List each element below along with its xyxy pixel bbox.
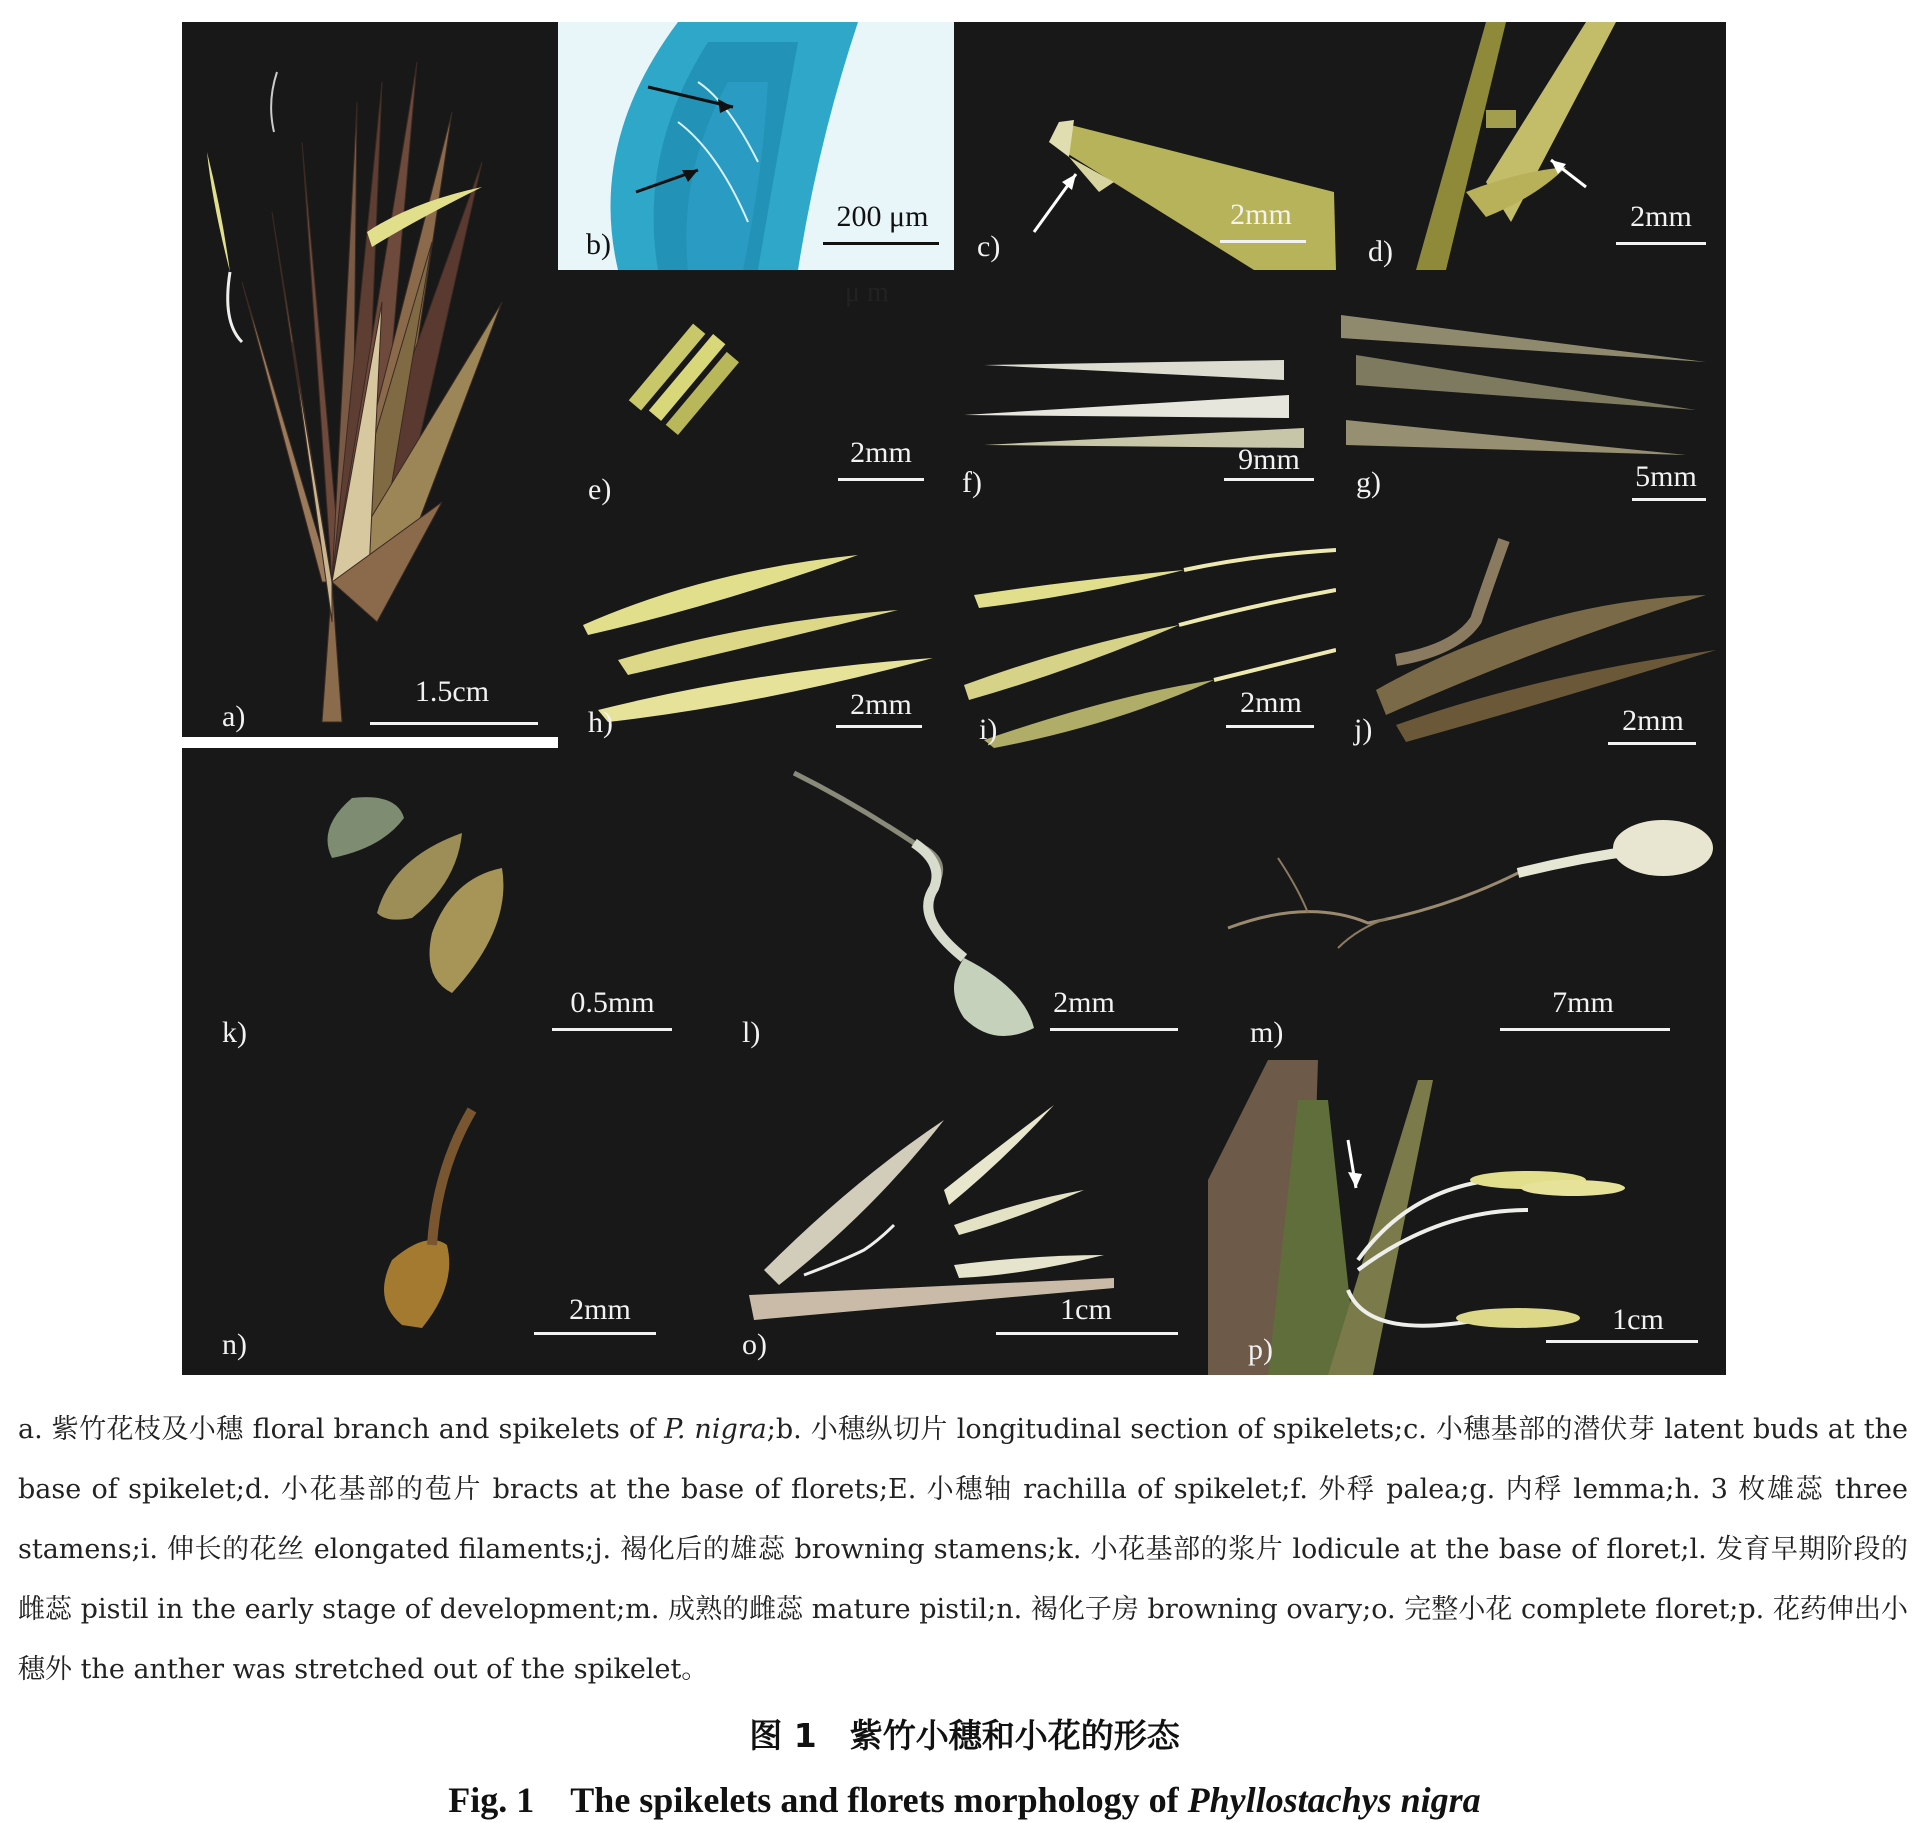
caption-text-part2: ;b. 小穗纵切片 longitudinal section of spikelets;c. 小穗基部的潜伏芽 latent buds at the base of spikelet;d. 小花基部的苞片 bracts at the base of florets;E. 小穗轴 rachilla of spikelet;f. 外稃 palea;g. 内稃 lemma;h. 3 枚雄蕊 three stamens;i. 伸长的花丝 elongated filaments;j. 褐化后的雄蕊 browning stamens;k. 小花基部的浆片 lodicule at the base of floret;l. 发育早期阶段的雌蕊 pistil in the early stage of development;m. 成熟的雌蕊 mature pistil;n. 褐化子房 browning ovary;o. 完整小花 complete floret;p. 花药伸出小穗外 the anther was stretched out of the spikelet。 [18,1414,1908,1685]
panel-label: h) [588,706,613,739]
panel-o-image [694,1060,1208,1375]
panel-i-elongated-filaments [954,510,1336,748]
scale-bar [836,725,922,728]
panel-c-latent-buds [954,22,1336,270]
stray-unit-label: μ m [845,277,889,308]
panel-label: o) [742,1328,767,1361]
scale-bar [1220,240,1306,243]
panel-a-image [182,22,558,737]
panel-a-floral-branch [182,22,558,737]
scale-bar-label: 2mm [850,436,912,469]
scale-bar-label: 2mm [1053,986,1115,1019]
scale-bar-label: 5mm [1635,460,1697,493]
scale-bar-label: 7mm [1552,986,1614,1019]
scale-bar [823,242,939,245]
panel-d-bracts [1336,22,1726,270]
panel-label: d) [1368,235,1393,268]
figure-title-english [0,1772,1929,1823]
scale-bar-label: 200 μm [836,200,929,233]
scale-bar-label: 2mm [1240,686,1302,719]
scale-bar [1500,1028,1670,1031]
scale-bar-label: 2mm [569,1293,631,1326]
panel-l-early-pistil [694,748,1218,1060]
panel-label: c) [977,230,1001,263]
scale-bar [534,1332,656,1335]
panel-k-lodicule [182,748,694,1060]
scale-bar-label: 2mm [850,688,912,721]
panel-n-browning-ovary [182,1060,694,1375]
panel-label: f) [962,466,982,499]
panel-label: l) [742,1016,761,1049]
panel-p-anther-exserted [1208,1060,1726,1375]
panel-label: p) [1248,1333,1273,1366]
scale-bar [552,1028,672,1031]
caption-text-part1: a. 紫竹花枝及小穗 floral branch and spikelets of [18,1414,665,1445]
figure-title-english-prefix: Fig. 1 The spikelets and florets morphology of [448,1780,1188,1820]
panel-j-browning-stamens [1336,510,1726,748]
panel-g-lemma [1336,270,1726,510]
panel-h-three-stamens [558,510,954,748]
panel-o-complete-floret [694,1060,1208,1375]
scale-bar [1608,742,1696,745]
scale-bar [1224,478,1314,481]
scale-bar [1226,725,1314,728]
scale-bar [1546,1340,1698,1343]
scale-bar [838,478,924,481]
scale-bar-label: 2mm [1630,200,1692,233]
scale-bar-label: 1cm [1612,1303,1664,1336]
caption-species-abbrev: P. nigra [664,1414,767,1445]
panel-l-image [694,748,1218,1060]
panel-label: m) [1250,1016,1284,1049]
panel-label: i) [979,713,998,746]
panel-n-image [182,1060,694,1375]
scale-bar [370,722,538,725]
panel-f-palea [954,270,1336,510]
scale-bar [1050,1028,1178,1031]
panel-e-rachilla [558,270,954,510]
panel-label: k) [222,1016,247,1049]
scale-bar-label: 2mm [1622,704,1684,737]
figure-caption [18,1400,1908,1700]
panel-label: j) [1354,713,1373,746]
scale-bar [996,1332,1178,1335]
scale-bar-label: 2mm [1230,198,1292,231]
panel-label: a) [222,700,246,733]
scale-bar-label: 0.5mm [570,986,655,1019]
figure-title-species: Phyllostachys nigra [1187,1780,1481,1820]
scale-bar-label: 1.5cm [414,675,490,708]
figure-title-chinese: 图 1 紫竹小穗和小花的形态 [749,1716,1180,1755]
panel-c-image [954,22,1336,270]
panel-label: n) [222,1328,247,1361]
scale-bar [1632,498,1706,501]
scale-bar [1616,242,1706,245]
scale-bar-label: 1cm [1060,1293,1112,1326]
panel-label: e) [588,473,612,506]
panel-label: b) [586,228,611,261]
panel-m-mature-pistil [1218,748,1726,1060]
panel-b-longitudinal-section [558,22,954,270]
panel-label: g) [1356,466,1381,499]
panel-e-image [558,270,954,510]
scale-bar-label: 9mm [1238,443,1300,476]
